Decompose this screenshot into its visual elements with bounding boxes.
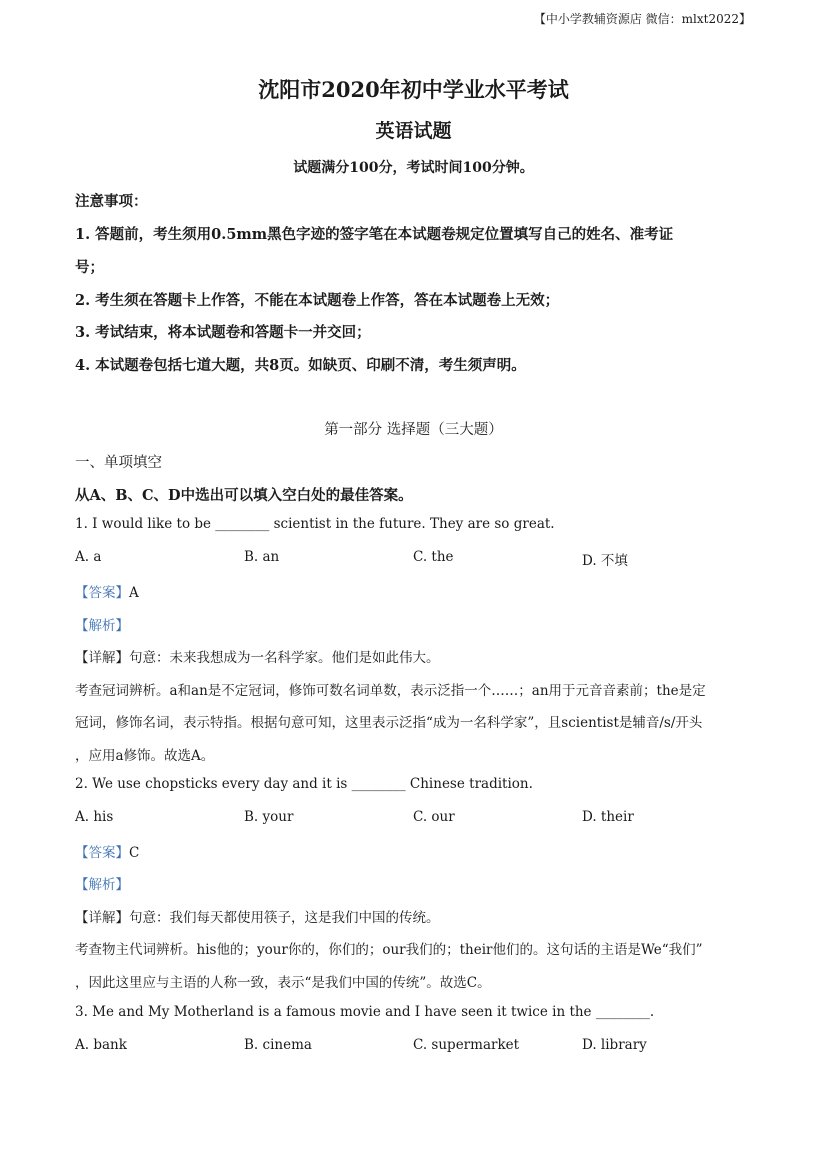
header-tag: 【中小学教辅资源店 微信：mlxt2022】 [533, 12, 751, 26]
explanation-line: 冠词，修饰名词，表示特指。根据句意可知，这里表示泛指“成为一名科学家”，且scientist是辅音/s/开头 [75, 715, 703, 731]
answer-line [75, 581, 139, 601]
option-d: D. 不填 [582, 553, 628, 569]
notice-item: 1. 答题前，考生须用0.5mm黑色字迹的签字笔在本试题卷规定位置填写自己的姓名、准考证 [75, 226, 674, 243]
explanation-line: 考查冠词辨析。a和an是不定冠词，修饰可数名词单数，表示泛指一个……；an用于元音音素前；the是定 [75, 683, 706, 699]
answer-label: 【答案】 [75, 585, 129, 601]
option-b: B. your [244, 809, 294, 825]
detail-text: 【详解】句意：未来我想成为一名科学家。他们是如此伟大。 [75, 650, 440, 666]
option-a: A. bank [75, 1037, 127, 1053]
explanation-line: 考查物主代词辨析。his他的；your你的，你们的；our我们的；their他们的。这句话的主语是We“我们” [75, 942, 703, 958]
option-d: D. library [582, 1037, 647, 1053]
question-stem: 2. We use chopsticks every day and it is ________ Chinese tradition. [75, 776, 533, 792]
analysis-label: 【解析】 [75, 877, 129, 893]
explanation-line: ，因此这里应与主语的人称一致，表示“是我们中国的传统”。故选C。 [75, 975, 491, 991]
option-b: B. an [244, 549, 280, 565]
notice-item: 2. 考生须在答题卡上作答，不能在本试题卷上作答，答在本试题卷上无效； [75, 292, 560, 309]
notice-item: 4. 本试题卷包括七道大题，共8页。如缺页、印刷不清，考生须声明。 [75, 357, 526, 374]
option-c: C. our [413, 809, 455, 825]
section-title: 一、单项填空 [75, 455, 162, 471]
explanation-line: ，应用a修饰。故选A。 [75, 748, 215, 764]
exam-title: 沈阳市2020年初中学业水平考试 [258, 77, 569, 102]
question-stem: 1. I would like to be ________ scientist in the future. They are so great. [75, 516, 555, 532]
part-title: 第一部分 选择题（三大题） [324, 422, 503, 438]
question-stem: 3. Me and My Motherland is a famous movie and I have seen it twice in the ________. [75, 1004, 655, 1020]
exam-subtitle: 英语试题 [375, 120, 452, 142]
notice-item: 号； [75, 259, 104, 276]
answer-line [75, 841, 139, 861]
detail-text: 【详解】句意：我们每天都使用筷子，这是我们中国的传统。 [75, 910, 440, 926]
option-b: B. cinema [244, 1037, 312, 1053]
notice-item: 3. 考试结束，将本试题卷和答题卡一并交回； [75, 324, 371, 341]
answer-value: C [129, 845, 140, 861]
option-d: D. their [582, 809, 634, 825]
option-c: C. supermarket [413, 1037, 520, 1053]
answer-label: 【答案】 [75, 845, 129, 861]
section-instruction: 从A、B、C、D中选出可以填入空白处的最佳答案。 [75, 487, 413, 504]
notice-heading: 注意事项： [75, 193, 148, 210]
option-a: A. his [75, 809, 114, 825]
option-a: A. a [75, 549, 102, 565]
analysis-label: 【解析】 [75, 618, 129, 634]
score-info: 试题满分100分，考试时间100分钟。 [293, 160, 534, 176]
option-c: C. the [413, 549, 454, 565]
answer-value: A [129, 585, 139, 601]
